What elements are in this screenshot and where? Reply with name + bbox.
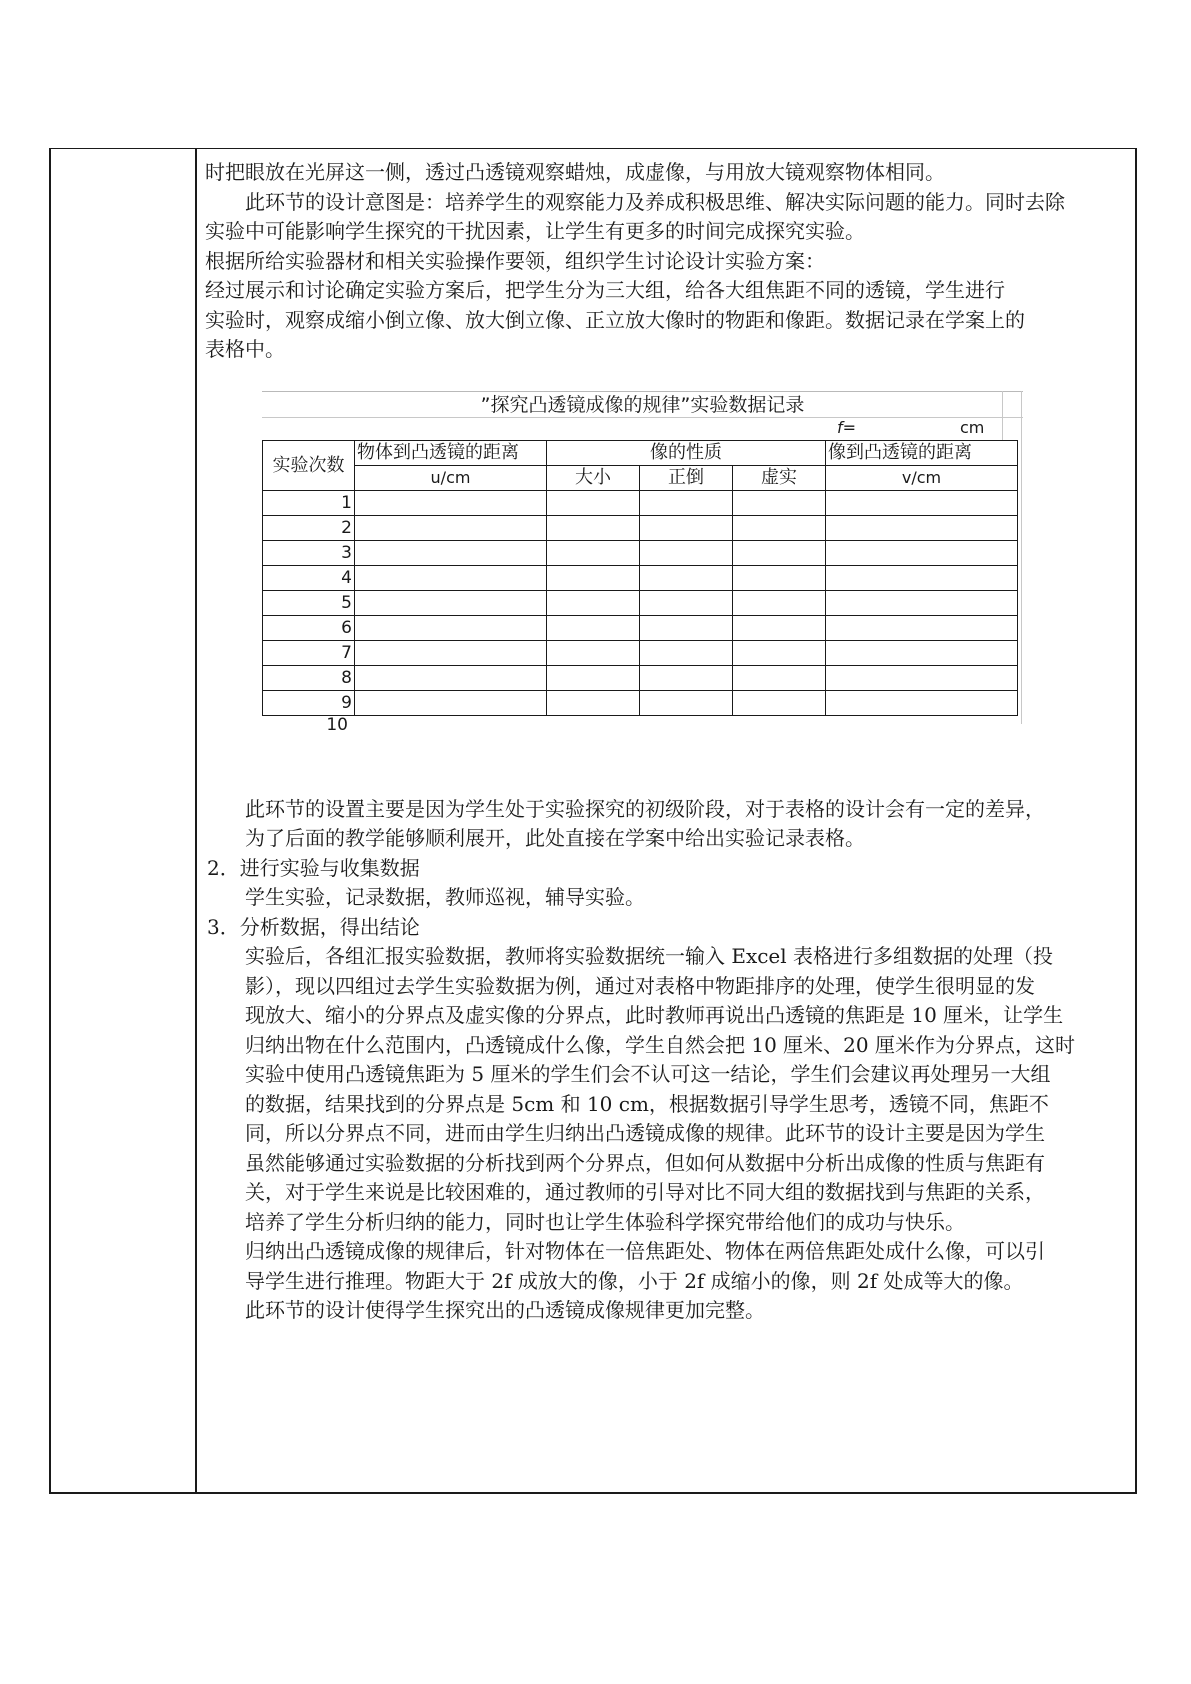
paragraph-line: 现放大、缩小的分界点及虚实像的分界点，此时教师再说出凸透镜的焦距是 10 厘米，让学生 <box>245 1003 1064 1027</box>
focal-length-label: f= <box>837 418 857 437</box>
empty-cell <box>355 541 547 566</box>
empty-cell <box>733 491 826 516</box>
sheet-gridline <box>262 417 1023 418</box>
row-number: 6 <box>263 616 355 641</box>
focal-length-unit: cm <box>960 418 985 437</box>
section-3-heading: 3．分析数据，得出结论 <box>207 914 420 939</box>
empty-cell <box>640 591 733 616</box>
empty-cell <box>547 566 640 591</box>
empty-cell <box>640 541 733 566</box>
header-object-distance: 物体到凸透镜的距离 <box>355 441 547 466</box>
paragraph-line: 此环节的设计使得学生探究出的凸透镜成像规律更加完整。 <box>245 1298 765 1322</box>
empty-cell <box>733 541 826 566</box>
empty-cell <box>547 616 640 641</box>
paragraph-line: 的数据，结果找到的分界点是 5cm 和 10 cm，根据数据引导学生思考，透镜不同，焦距不 <box>245 1091 1049 1116</box>
header-object-unit: u/cm <box>355 466 547 491</box>
empty-cell <box>826 541 1018 566</box>
row-number: 5 <box>263 591 355 616</box>
empty-cell <box>826 491 1018 516</box>
empty-cell <box>640 641 733 666</box>
empty-cell <box>355 591 547 616</box>
paragraph-line: 时把眼放在光屏这一侧，透过凸透镜观察蜡烛，成虚像，与用放大镜观察物体相同。 <box>205 160 945 184</box>
row-number: 3 <box>263 541 355 566</box>
empty-cell <box>547 591 640 616</box>
empty-cell <box>640 666 733 691</box>
empty-cell <box>826 591 1018 616</box>
header-real-virtual: 虚实 <box>733 466 826 491</box>
table-row <box>263 666 1018 691</box>
table-header-row <box>263 466 1018 491</box>
empty-cell <box>547 691 640 716</box>
main-content-cell <box>205 158 1127 1326</box>
section-2-body: 学生实验，记录数据，教师巡视，辅导实验。 <box>245 885 645 909</box>
paragraph-line: 实验后，各组汇报实验数据，教师将实验数据统一输入 Excel 表格进行多组数据的处理（投 <box>245 944 1054 968</box>
empty-cell <box>355 566 547 591</box>
sheet-gridline <box>1021 391 1022 724</box>
empty-cell <box>547 641 640 666</box>
table-row <box>263 641 1018 666</box>
empty-cell <box>826 516 1018 541</box>
empty-cell <box>733 641 826 666</box>
sheet-gridline <box>1002 391 1003 440</box>
row-number: 2 <box>263 516 355 541</box>
paragraph-line: 归纳出凸透镜成像的规律后，针对物体在一倍焦距处、物体在两倍焦距处成什么像，可以引 <box>245 1239 1045 1263</box>
paragraph-line: 此环节的设置主要是因为学生处于实验探究的初级阶段，对于表格的设计会有一定的差异， <box>245 796 1045 821</box>
empty-cell <box>355 516 547 541</box>
table-row <box>263 616 1018 641</box>
paragraph-line: 为了后面的教学能够顺利展开，此处直接在学案中给出实验记录表格。 <box>245 826 865 850</box>
empty-cell <box>826 666 1018 691</box>
header-orientation: 正倒 <box>640 466 733 491</box>
paragraph-line: 关，对于学生来说是比较困难的，通过教师的引导对比不同大组的数据找到与焦距的关系， <box>245 1180 1045 1204</box>
paragraph-line: 表格中。 <box>205 337 285 361</box>
empty-cell <box>640 491 733 516</box>
table-row <box>263 566 1018 591</box>
empty-cell <box>547 666 640 691</box>
sheet-title: ”探究凸透镜成像的规律”实验数据记录 <box>262 391 1023 418</box>
paragraph-line: 同，所以分界点不同，进而由学生归纳出凸透镜成像的规律。此环节的设计主要是因为学生 <box>245 1121 1045 1145</box>
header-trial: 实验次数 <box>263 441 355 491</box>
empty-cell <box>826 691 1018 716</box>
paragraph-line: 影），现以四组过去学生实验数据为例，通过对表格中物距排序的处理，使学生很明显的发 <box>245 973 1035 998</box>
empty-cell <box>826 616 1018 641</box>
experiment-data-sheet <box>262 391 1023 735</box>
paragraph-line: 虽然能够通过实验数据的分析找到两个分界点，但如何从数据中分析出成像的性质与焦距有 <box>245 1150 1045 1175</box>
paragraph-line: 培养了学生分析归纳的能力，同时也让学生体验科学探究带给他们的成功与快乐。 <box>245 1209 965 1234</box>
table-row <box>263 516 1018 541</box>
empty-cell <box>733 616 826 641</box>
empty-cell <box>826 566 1018 591</box>
header-image-distance: 像到凸透镜的距离 <box>826 441 1018 466</box>
empty-cell <box>640 691 733 716</box>
table-row-partial <box>262 714 354 735</box>
data-record-table <box>262 440 1018 716</box>
empty-cell <box>355 691 547 716</box>
paragraph-line: 根据所给实验器材和相关实验操作要领，组织学生讨论设计实验方案： <box>205 248 825 273</box>
header-image-nature: 像的性质 <box>547 441 826 466</box>
empty-cell <box>733 591 826 616</box>
paragraph-line: 经过展示和讨论确定实验方案后，把学生分为三大组，给各大组焦距不同的透镜，学生进行 <box>205 278 1005 302</box>
paragraph-line: 实验中使用凸透镜焦距为 5 厘米的学生们会不认可这一结论，学生们会建议再处理另一大组 <box>245 1062 1051 1086</box>
row-number: 1 <box>263 491 355 516</box>
empty-cell <box>547 516 640 541</box>
empty-cell <box>733 666 826 691</box>
empty-cell <box>826 641 1018 666</box>
table-header-row <box>263 441 1018 466</box>
left-column-divider <box>195 148 197 1494</box>
row-number: 8 <box>263 666 355 691</box>
row-number: 10 <box>326 715 348 735</box>
paragraph-line: 此环节的设计意图是：培养学生的观察能力及养成积极思维、解决实际问题的能力。同时去除 <box>245 189 1065 214</box>
empty-cell <box>355 666 547 691</box>
empty-cell <box>355 491 547 516</box>
header-size: 大小 <box>547 466 640 491</box>
empty-cell <box>547 541 640 566</box>
empty-cell <box>733 691 826 716</box>
section-2-heading: 2．进行实验与收集数据 <box>207 855 420 880</box>
paragraph-line: 实验时，观察成缩小倒立像、放大倒立像、正立放大像时的物距和像距。数据记录在学案上的 <box>205 307 1025 332</box>
empty-cell <box>733 566 826 591</box>
paragraph-line: 导学生进行推理。物距大于 2f 成放大的像，小于 2f 成缩小的像，则 2f 处成等大的像。 <box>245 1268 1024 1293</box>
paragraph-line: 实验中可能影响学生探究的干扰因素，让学生有更多的时间完成探究实验。 <box>205 219 865 243</box>
empty-cell <box>733 516 826 541</box>
empty-cell <box>547 491 640 516</box>
row-number: 4 <box>263 566 355 591</box>
paragraph-line: 归纳出物在什么范围内，凸透镜成什么像，学生自然会把 10 厘米、20 厘米作为分界点，这时 <box>245 1032 1075 1057</box>
empty-cell <box>640 566 733 591</box>
empty-cell <box>640 516 733 541</box>
empty-cell <box>355 616 547 641</box>
empty-cell <box>640 616 733 641</box>
table-row <box>263 541 1018 566</box>
row-number: 7 <box>263 641 355 666</box>
table-row <box>263 491 1018 516</box>
empty-cell <box>355 641 547 666</box>
row-number: 9 <box>263 691 355 716</box>
table-row <box>263 691 1018 716</box>
table-row <box>263 591 1018 616</box>
header-image-unit: v/cm <box>826 466 1018 491</box>
